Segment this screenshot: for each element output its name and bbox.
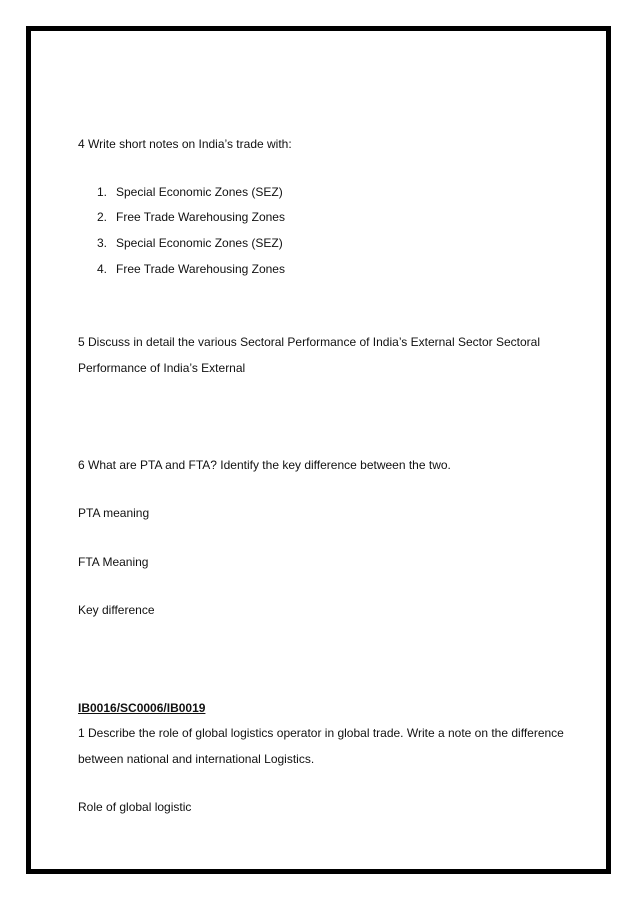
page-border (26, 26, 611, 874)
list-item-number: 1. (97, 185, 108, 199)
fta-meaning-label: FTA Meaning (78, 555, 149, 569)
list-item-text: Free Trade Warehousing Zones (116, 210, 285, 224)
list-item-text: Special Economic Zones (SEZ) (116, 236, 283, 250)
role-of-global-logistic-label: Role of global logistic (78, 800, 192, 814)
question-4-heading: 4 Write short notes on India’s trade with: (78, 137, 292, 151)
pta-meaning-label: PTA meaning (78, 506, 150, 520)
list-item (97, 236, 283, 250)
section-question-1-line-2: between national and international Logistics. (78, 752, 315, 766)
question-6-heading: 6 What are PTA and FTA? Identify the key difference between the two. (78, 458, 451, 472)
question-5-line-2: Performance of India’s External (78, 361, 246, 375)
list-item-number: 2. (97, 210, 108, 224)
key-difference-label: Key difference (78, 603, 155, 617)
list-item (97, 210, 285, 224)
section-question-1-line-1: 1 Describe the role of global logistics operator in global trade. Write a note on the difference (78, 726, 564, 740)
list-item-number: 3. (97, 236, 108, 250)
list-item (97, 185, 283, 199)
list-item-text: Special Economic Zones (SEZ) (116, 185, 283, 199)
question-5-line-1: 5 Discuss in detail the various Sectoral Performance of India’s External Sector Sectoral (78, 335, 540, 349)
list-item-number: 4. (97, 262, 108, 276)
list-item (97, 262, 285, 276)
section-code: IB0016/SC0006/IB0019 (78, 701, 206, 715)
list-item-text: Free Trade Warehousing Zones (116, 262, 285, 276)
